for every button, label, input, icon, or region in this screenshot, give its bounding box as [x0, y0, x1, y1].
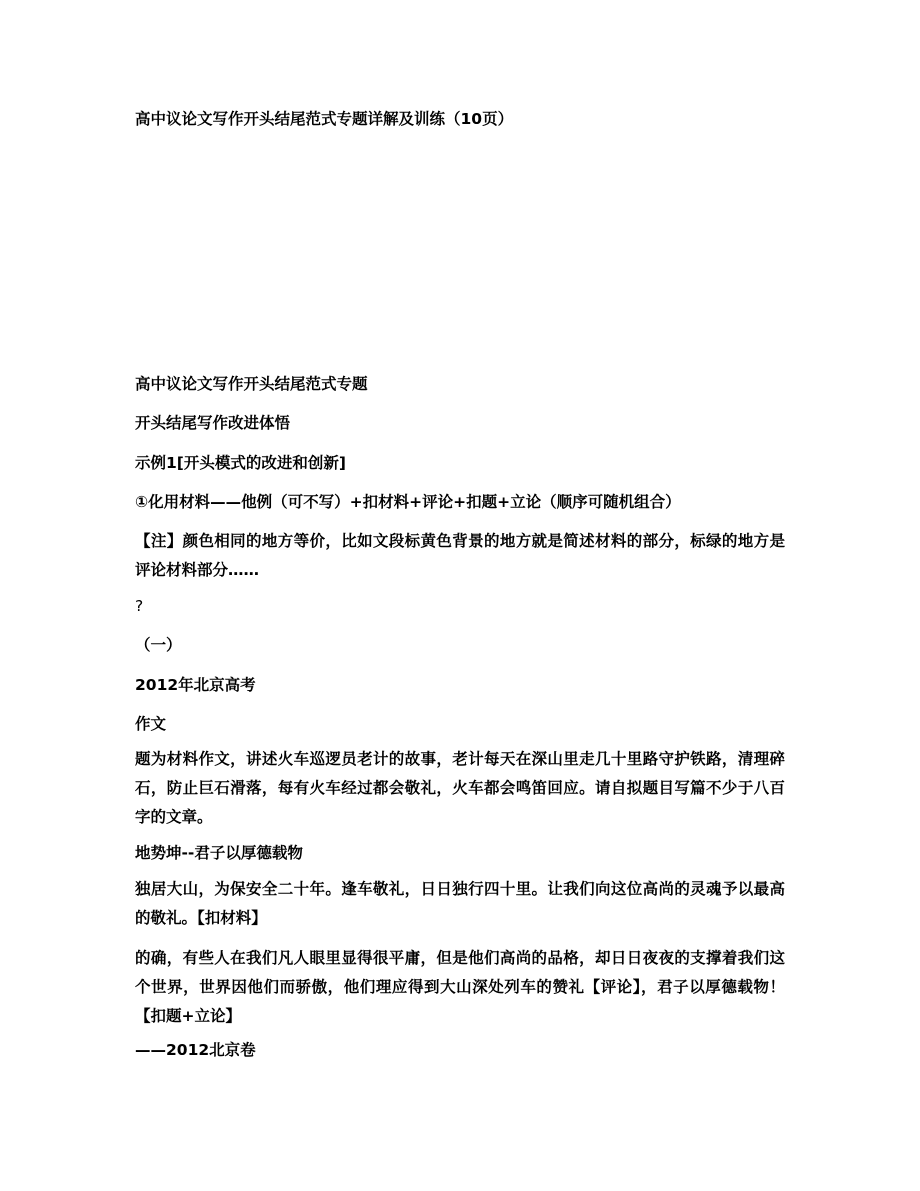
essay-paragraph-1: 独居大山，为保安全二十年。逢车敬礼，日日独行四十里。让我们向这位高尚的灵魂予以最高的敬礼。【扣材料】 — [135, 880, 785, 927]
essay-title: 地势坤--君子以厚德载物 — [135, 844, 303, 862]
method-formula: ①化用材料——他例（可不写）+扣材料+评论+扣题+立论（顺序可随机组合） — [135, 493, 681, 511]
document-title: 高中议论文写作开头结尾范式专题详解及训练（10页） — [135, 110, 514, 128]
section-subtitle: 开头结尾写作改进体悟 — [135, 414, 291, 432]
example-heading: 示例1[开头模式的改进和创新] — [135, 454, 346, 472]
essay-label: 作文 — [135, 715, 167, 733]
exam-year: 2012年北京高考 — [135, 676, 256, 694]
section-title: 高中议论文写作开头结尾范式专题 — [135, 375, 368, 393]
note-paragraph: 【注】颜色相同的地方等价，比如文段标黄色背景的地方就是简述材料的部分，标绿的地方是评论材料部分…… — [135, 532, 785, 579]
source-attribution: ——2012北京卷 — [135, 1041, 256, 1059]
essay-paragraph-2: 的确，有些人在我们凡人眼里显得很平庸，但是他们高尚的品格，却日日夜夜的支撑着我们这个世界，世界因他们而骄傲，他们理应得到大山深处列车的赞礼【评论】，君子以厚德载物！【扣题+立论】 — [135, 949, 785, 1025]
question-mark: ? — [135, 597, 144, 615]
essay-prompt: 题为材料作文，讲述火车巡逻员老计的故事，老计每天在深山里走几十里路守护铁路，清理碎石，防止巨石滑落，每有火车经过都会敬礼，火车都会鸣笛回应。请自拟题目写篇不少于八百字的文章。 — [135, 750, 785, 826]
part-label: （一） — [135, 636, 182, 654]
